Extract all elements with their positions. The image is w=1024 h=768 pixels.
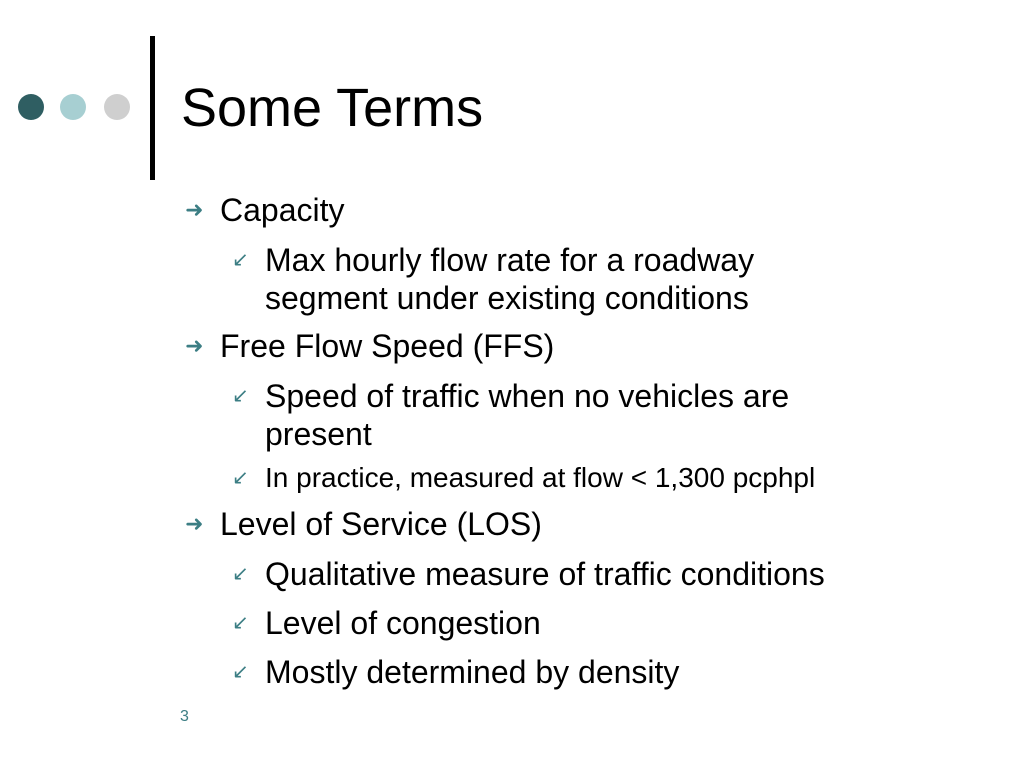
bullet-item xyxy=(0,190,1024,230)
sub-bullet-line: segment under existing conditions xyxy=(265,280,749,316)
sub-bullet-line: In practice, measured at flow < 1,300 pcphpl xyxy=(265,462,816,493)
sub-bullet-item xyxy=(0,653,1024,691)
decor-dot-dark xyxy=(18,94,44,120)
decor-dot-light xyxy=(60,94,86,120)
right-arrow-icon: ➜ xyxy=(185,511,204,536)
decor-dot-gray xyxy=(104,94,130,120)
sub-bullet-item xyxy=(0,555,1024,593)
sub-bullet-line: present xyxy=(265,416,372,452)
sub-bullet-line: Mostly determined by density xyxy=(265,654,680,690)
down-left-arrow-icon: ↙ xyxy=(232,467,249,489)
sub-bullet-line: Max hourly flow rate for a roadway xyxy=(265,242,755,278)
down-left-arrow-icon: ↙ xyxy=(232,249,249,271)
sub-bullet-item xyxy=(0,604,1024,642)
sub-bullet-item xyxy=(0,377,1024,453)
sub-bullet-item xyxy=(0,461,1024,495)
page-number: 3 xyxy=(180,708,189,725)
bullet-text: Capacity xyxy=(220,192,345,228)
right-arrow-icon: ➜ xyxy=(185,197,204,222)
down-left-arrow-icon: ↙ xyxy=(232,661,249,683)
down-left-arrow-icon: ↙ xyxy=(232,612,249,634)
bullet-item xyxy=(0,504,1024,544)
down-left-arrow-icon: ↙ xyxy=(232,563,249,585)
sub-bullet-line: Level of congestion xyxy=(265,605,541,641)
sub-bullet-item xyxy=(0,241,1024,317)
bullet-item xyxy=(0,326,1024,366)
slide-title: Some Terms xyxy=(181,78,484,138)
down-left-arrow-icon: ↙ xyxy=(232,385,249,407)
title-divider-bar xyxy=(150,36,155,180)
sub-bullet-line: Speed of traffic when no vehicles are xyxy=(265,378,790,414)
bullet-text: Level of Service (LOS) xyxy=(220,506,542,542)
right-arrow-icon: ➜ xyxy=(185,333,204,358)
bullet-list xyxy=(0,190,1024,691)
bullet-text: Free Flow Speed (FFS) xyxy=(220,328,555,364)
sub-bullet-line: Qualitative measure of traffic conditions xyxy=(265,556,825,592)
